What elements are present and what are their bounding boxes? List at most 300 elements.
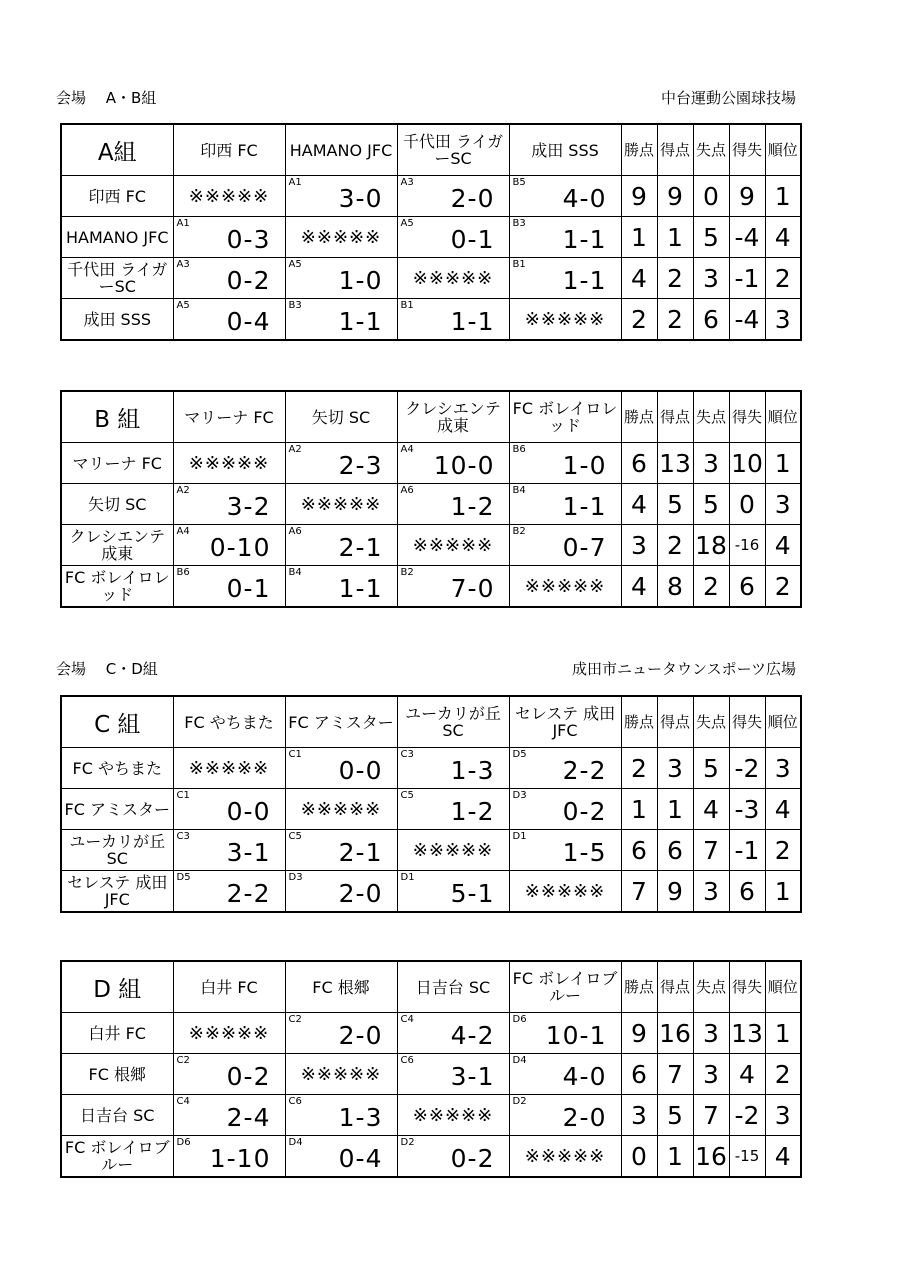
stat-header: 得点 bbox=[657, 124, 693, 176]
team-header: FC 根郷 bbox=[285, 961, 397, 1013]
match-score: 0-4 bbox=[338, 1144, 383, 1173]
match-score-cell bbox=[173, 1054, 285, 1095]
stat-value: 2 bbox=[765, 566, 801, 608]
match-score-cell bbox=[173, 871, 285, 913]
match-code: B3 bbox=[288, 300, 302, 311]
group-table bbox=[60, 390, 802, 608]
match-score: 1-3 bbox=[450, 756, 495, 785]
team-header: マリーナ FC bbox=[173, 391, 285, 443]
match-score-cell bbox=[509, 1095, 621, 1136]
match-code: D6 bbox=[176, 1137, 191, 1148]
match-code: D5 bbox=[512, 749, 527, 760]
team-row bbox=[61, 258, 801, 299]
row-team-label: FC ボレイロブルー bbox=[61, 1136, 173, 1178]
match-code: C3 bbox=[176, 831, 190, 842]
match-score-cell bbox=[397, 484, 509, 525]
row-team-label: 日吉台 SC bbox=[61, 1095, 173, 1136]
stat-value: 3 bbox=[693, 1013, 729, 1054]
stat-value: 0 bbox=[729, 484, 765, 525]
match-score: 0-3 bbox=[226, 225, 271, 254]
team-row bbox=[61, 871, 801, 913]
match-score: 4-0 bbox=[562, 1062, 607, 1091]
match-score-cell bbox=[397, 1013, 509, 1054]
team-row bbox=[61, 299, 801, 341]
match-code: C2 bbox=[288, 1014, 302, 1025]
row-team-label: HAMANO JFC bbox=[61, 217, 173, 258]
group-name: C 組 bbox=[61, 696, 173, 748]
match-code: D4 bbox=[288, 1137, 303, 1148]
match-score: 4-0 bbox=[562, 184, 607, 213]
stat-value: 4 bbox=[765, 1136, 801, 1178]
stat-value: 3 bbox=[765, 484, 801, 525]
venue-location: 成田市ニュータウンスポーツ広場 bbox=[572, 660, 796, 678]
match-score-cell bbox=[509, 525, 621, 566]
match-score: 0-1 bbox=[450, 225, 495, 254]
row-team-label: 矢切 SC bbox=[61, 484, 173, 525]
self-match-cell: ※※※※※ bbox=[509, 299, 621, 341]
match-score: 2-1 bbox=[338, 838, 383, 867]
match-score-cell bbox=[173, 484, 285, 525]
team-header: 印西 FC bbox=[173, 124, 285, 176]
self-match-cell: ※※※※※ bbox=[397, 258, 509, 299]
match-code: C5 bbox=[288, 831, 302, 842]
header-row bbox=[61, 961, 801, 1013]
stat-header: 順位 bbox=[765, 391, 801, 443]
match-score: 4-2 bbox=[450, 1021, 495, 1050]
stat-header: 失点 bbox=[693, 124, 729, 176]
match-code: A6 bbox=[400, 485, 414, 496]
header-row bbox=[61, 696, 801, 748]
self-match-cell: ※※※※※ bbox=[285, 1054, 397, 1095]
stat-value: 5 bbox=[693, 217, 729, 258]
match-score-cell bbox=[173, 1095, 285, 1136]
match-score-cell bbox=[509, 748, 621, 789]
stat-value: 3 bbox=[657, 748, 693, 789]
match-score-cell bbox=[509, 1054, 621, 1095]
match-score: 1-1 bbox=[562, 225, 607, 254]
match-score: 2-4 bbox=[226, 1103, 271, 1132]
team-header: FC ボレイロブルー bbox=[509, 961, 621, 1013]
self-match-cell: ※※※※※ bbox=[173, 1013, 285, 1054]
venue-header-ab bbox=[56, 86, 796, 110]
stat-value: 2 bbox=[765, 1054, 801, 1095]
stat-value: 13 bbox=[729, 1013, 765, 1054]
match-score: 3-0 bbox=[338, 184, 383, 213]
match-score-cell bbox=[397, 1054, 509, 1095]
self-match-cell: ※※※※※ bbox=[285, 484, 397, 525]
row-team-label: 千代田 ライガーSC bbox=[61, 258, 173, 299]
stat-value: 0 bbox=[621, 1136, 657, 1178]
stat-header: 勝点 bbox=[621, 961, 657, 1013]
stat-header: 得失 bbox=[729, 391, 765, 443]
match-code: A1 bbox=[288, 177, 302, 188]
match-code: A4 bbox=[400, 444, 414, 455]
match-score-cell bbox=[285, 830, 397, 871]
stat-header: 勝点 bbox=[621, 696, 657, 748]
match-code: B1 bbox=[400, 300, 414, 311]
team-header: ユーカリが丘 SC bbox=[397, 696, 509, 748]
team-row bbox=[61, 1013, 801, 1054]
match-score-cell bbox=[397, 217, 509, 258]
stat-value: 5 bbox=[693, 484, 729, 525]
match-score: 10-0 bbox=[433, 451, 495, 480]
row-team-label: クレシエンテ 成東 bbox=[61, 525, 173, 566]
stat-header: 得失 bbox=[729, 696, 765, 748]
team-header: HAMANO JFC bbox=[285, 124, 397, 176]
match-score-cell bbox=[285, 871, 397, 913]
team-header: 成田 SSS bbox=[509, 124, 621, 176]
stat-value: 2 bbox=[657, 525, 693, 566]
row-team-label: FC ボレイロレッド bbox=[61, 566, 173, 608]
stat-value: 4 bbox=[765, 789, 801, 830]
stat-value: 9 bbox=[729, 176, 765, 217]
stat-value: 3 bbox=[693, 1054, 729, 1095]
stat-value: 1 bbox=[621, 217, 657, 258]
team-header: FC ボレイロレッド bbox=[509, 391, 621, 443]
match-score-cell bbox=[509, 789, 621, 830]
stat-header: 順位 bbox=[765, 696, 801, 748]
team-row bbox=[61, 830, 801, 871]
match-score: 1-10 bbox=[209, 1144, 271, 1173]
stat-value: 4 bbox=[621, 258, 657, 299]
stat-value: 10 bbox=[729, 443, 765, 484]
group-name: A組 bbox=[61, 124, 173, 176]
stat-value: 1 bbox=[765, 1013, 801, 1054]
stat-value: 9 bbox=[621, 1013, 657, 1054]
row-team-label: ユーカリが丘 SC bbox=[61, 830, 173, 871]
venue-groups-label: 会場 C・D組 bbox=[56, 660, 158, 678]
match-code: A1 bbox=[176, 218, 190, 229]
self-match-cell: ※※※※※ bbox=[173, 443, 285, 484]
stat-value: 2 bbox=[657, 258, 693, 299]
match-code: D6 bbox=[512, 1014, 527, 1025]
stat-value: 2 bbox=[657, 299, 693, 341]
group-table bbox=[60, 695, 802, 913]
self-match-cell: ※※※※※ bbox=[509, 871, 621, 913]
match-score-cell bbox=[397, 789, 509, 830]
match-score-cell bbox=[173, 258, 285, 299]
stat-value: 6 bbox=[621, 1054, 657, 1095]
group-table bbox=[60, 123, 802, 341]
stat-value: 1 bbox=[657, 1136, 693, 1178]
stat-value: 5 bbox=[657, 484, 693, 525]
match-score: 7-0 bbox=[450, 574, 495, 603]
match-score-cell bbox=[285, 1095, 397, 1136]
team-row bbox=[61, 525, 801, 566]
stat-value: 7 bbox=[693, 830, 729, 871]
team-row bbox=[61, 566, 801, 608]
match-code: B4 bbox=[512, 485, 526, 496]
match-score: 1-0 bbox=[338, 266, 383, 295]
match-score-cell bbox=[285, 176, 397, 217]
stat-header: 順位 bbox=[765, 124, 801, 176]
match-code: D2 bbox=[400, 1137, 415, 1148]
group-name: D 組 bbox=[61, 961, 173, 1013]
team-header: FC やちまた bbox=[173, 696, 285, 748]
match-score: 2-0 bbox=[338, 1021, 383, 1050]
match-score-cell bbox=[397, 176, 509, 217]
match-code: B2 bbox=[400, 567, 414, 578]
match-code: C1 bbox=[288, 749, 302, 760]
stat-value: 1 bbox=[657, 217, 693, 258]
match-score-cell bbox=[397, 748, 509, 789]
stat-value: 6 bbox=[657, 830, 693, 871]
match-score-cell bbox=[509, 1013, 621, 1054]
stat-header: 得点 bbox=[657, 696, 693, 748]
stat-header: 得点 bbox=[657, 961, 693, 1013]
stat-value: 16 bbox=[657, 1013, 693, 1054]
match-score: 2-0 bbox=[562, 1103, 607, 1132]
header-row bbox=[61, 391, 801, 443]
match-score: 3-2 bbox=[226, 492, 271, 521]
stat-value: 7 bbox=[621, 871, 657, 913]
stat-value: 6 bbox=[621, 830, 657, 871]
self-match-cell: ※※※※※ bbox=[397, 525, 509, 566]
match-score-cell bbox=[173, 525, 285, 566]
match-score: 2-2 bbox=[226, 879, 271, 908]
stat-value: 1 bbox=[621, 789, 657, 830]
stat-value: -2 bbox=[729, 1095, 765, 1136]
stat-value: 18 bbox=[693, 525, 729, 566]
match-score-cell bbox=[509, 258, 621, 299]
stat-header: 得点 bbox=[657, 391, 693, 443]
self-match-cell: ※※※※※ bbox=[173, 748, 285, 789]
match-score: 0-1 bbox=[226, 574, 271, 603]
match-score: 0-2 bbox=[562, 797, 607, 826]
match-score-cell bbox=[397, 299, 509, 341]
match-score-cell bbox=[509, 484, 621, 525]
match-score-cell bbox=[509, 830, 621, 871]
row-team-label: FC アミスター bbox=[61, 789, 173, 830]
stat-value: 4 bbox=[765, 217, 801, 258]
match-score-cell bbox=[173, 830, 285, 871]
match-code: B4 bbox=[288, 567, 302, 578]
match-code: D4 bbox=[512, 1055, 527, 1066]
match-score-cell bbox=[285, 748, 397, 789]
self-match-cell: ※※※※※ bbox=[397, 830, 509, 871]
match-code: A5 bbox=[400, 218, 414, 229]
match-score: 1-3 bbox=[338, 1103, 383, 1132]
header-row bbox=[61, 124, 801, 176]
stat-value: 3 bbox=[693, 443, 729, 484]
stat-value: 13 bbox=[657, 443, 693, 484]
team-header: 日吉台 SC bbox=[397, 961, 509, 1013]
match-code: D2 bbox=[512, 1096, 527, 1107]
self-match-cell: ※※※※※ bbox=[509, 566, 621, 608]
team-row bbox=[61, 748, 801, 789]
match-score-cell bbox=[173, 789, 285, 830]
team-row bbox=[61, 217, 801, 258]
stat-value: -2 bbox=[729, 748, 765, 789]
match-score: 0-0 bbox=[226, 797, 271, 826]
match-score: 2-2 bbox=[562, 756, 607, 785]
match-code: A6 bbox=[288, 526, 302, 537]
match-score: 3-1 bbox=[450, 1062, 495, 1091]
stat-value: 3 bbox=[693, 258, 729, 299]
self-match-cell: ※※※※※ bbox=[509, 1136, 621, 1178]
match-score: 5-1 bbox=[450, 879, 495, 908]
row-team-label: セレステ 成田 JFC bbox=[61, 871, 173, 913]
stat-header: 勝点 bbox=[621, 391, 657, 443]
team-header: 矢切 SC bbox=[285, 391, 397, 443]
match-code: C4 bbox=[400, 1014, 414, 1025]
team-row bbox=[61, 176, 801, 217]
stat-value: 6 bbox=[693, 299, 729, 341]
stat-header: 順位 bbox=[765, 961, 801, 1013]
match-score: 1-2 bbox=[450, 492, 495, 521]
stat-value: 4 bbox=[621, 566, 657, 608]
stat-value: 9 bbox=[657, 871, 693, 913]
match-code: B1 bbox=[512, 259, 526, 270]
match-score: 2-1 bbox=[338, 533, 383, 562]
team-row bbox=[61, 443, 801, 484]
stat-value: -15 bbox=[729, 1136, 765, 1178]
match-code: A2 bbox=[288, 444, 302, 455]
match-code: C6 bbox=[288, 1096, 302, 1107]
match-score-cell bbox=[397, 443, 509, 484]
match-score: 0-2 bbox=[226, 266, 271, 295]
match-score: 1-1 bbox=[338, 574, 383, 603]
stat-value: 9 bbox=[657, 176, 693, 217]
stat-value: -4 bbox=[729, 299, 765, 341]
stat-value: 9 bbox=[621, 176, 657, 217]
row-team-label: FC 根郷 bbox=[61, 1054, 173, 1095]
match-score: 2-0 bbox=[338, 879, 383, 908]
match-score-cell bbox=[173, 1136, 285, 1178]
match-code: B5 bbox=[512, 177, 526, 188]
team-row bbox=[61, 1136, 801, 1178]
match-code: D3 bbox=[288, 872, 303, 883]
row-team-label: マリーナ FC bbox=[61, 443, 173, 484]
stat-value: 16 bbox=[693, 1136, 729, 1178]
stat-value: 1 bbox=[765, 443, 801, 484]
match-code: A3 bbox=[400, 177, 414, 188]
stat-value: 2 bbox=[621, 299, 657, 341]
venue-header-cd bbox=[56, 657, 796, 681]
stat-value: 6 bbox=[621, 443, 657, 484]
stat-value: 2 bbox=[765, 830, 801, 871]
match-code: B6 bbox=[176, 567, 190, 578]
team-row bbox=[61, 1095, 801, 1136]
match-code: C4 bbox=[176, 1096, 190, 1107]
stat-value: 4 bbox=[765, 525, 801, 566]
match-score: 1-0 bbox=[562, 451, 607, 480]
team-header: FC アミスター bbox=[285, 696, 397, 748]
match-code: D1 bbox=[400, 872, 415, 883]
match-score: 0-10 bbox=[209, 533, 271, 562]
match-score: 0-0 bbox=[338, 756, 383, 785]
match-score-cell bbox=[285, 1136, 397, 1178]
stat-value: 7 bbox=[657, 1054, 693, 1095]
match-code: C3 bbox=[400, 749, 414, 760]
stat-value: 5 bbox=[657, 1095, 693, 1136]
stat-value: -3 bbox=[729, 789, 765, 830]
stat-header: 失点 bbox=[693, 391, 729, 443]
stat-header: 得失 bbox=[729, 124, 765, 176]
stat-value: 3 bbox=[765, 299, 801, 341]
venue-location: 中台運動公園球技場 bbox=[660, 89, 796, 107]
match-score-cell bbox=[509, 217, 621, 258]
stat-value: 2 bbox=[765, 258, 801, 299]
team-header: クレシエンテ成東 bbox=[397, 391, 509, 443]
group-name: B 組 bbox=[61, 391, 173, 443]
stat-value: 4 bbox=[693, 789, 729, 830]
stat-value: -4 bbox=[729, 217, 765, 258]
match-score-cell bbox=[285, 566, 397, 608]
match-code: B6 bbox=[512, 444, 526, 455]
stat-value: 5 bbox=[693, 748, 729, 789]
stat-value: 1 bbox=[657, 789, 693, 830]
self-match-cell: ※※※※※ bbox=[397, 1095, 509, 1136]
stat-value: 3 bbox=[621, 525, 657, 566]
stat-value: 4 bbox=[621, 484, 657, 525]
team-row bbox=[61, 484, 801, 525]
team-header: 白井 FC bbox=[173, 961, 285, 1013]
self-match-cell: ※※※※※ bbox=[285, 789, 397, 830]
stat-value: 6 bbox=[729, 566, 765, 608]
match-score-cell bbox=[509, 443, 621, 484]
match-score-cell bbox=[397, 871, 509, 913]
match-code: A3 bbox=[176, 259, 190, 270]
match-code: D1 bbox=[512, 831, 527, 842]
match-code: C6 bbox=[400, 1055, 414, 1066]
stat-value: 1 bbox=[765, 871, 801, 913]
match-code: C5 bbox=[400, 790, 414, 801]
stat-value: 8 bbox=[657, 566, 693, 608]
stat-value: 7 bbox=[693, 1095, 729, 1136]
team-header: 千代田 ライガーSC bbox=[397, 124, 509, 176]
stat-value: -1 bbox=[729, 258, 765, 299]
stat-value: 1 bbox=[765, 176, 801, 217]
match-code: D5 bbox=[176, 872, 191, 883]
group-table bbox=[60, 960, 802, 1178]
match-code: A5 bbox=[288, 259, 302, 270]
match-code: A4 bbox=[176, 526, 190, 537]
stat-value: -1 bbox=[729, 830, 765, 871]
match-score: 0-2 bbox=[450, 1144, 495, 1173]
match-code: B2 bbox=[512, 526, 526, 537]
stat-value: 3 bbox=[765, 1095, 801, 1136]
stat-value: 3 bbox=[693, 871, 729, 913]
stat-header: 失点 bbox=[693, 961, 729, 1013]
stat-value: 4 bbox=[729, 1054, 765, 1095]
match-score-cell bbox=[173, 299, 285, 341]
match-score: 2-0 bbox=[450, 184, 495, 213]
stat-value: 3 bbox=[765, 748, 801, 789]
match-score-cell bbox=[173, 566, 285, 608]
match-code: A2 bbox=[176, 485, 190, 496]
match-score: 2-3 bbox=[338, 451, 383, 480]
match-score: 1-1 bbox=[562, 266, 607, 295]
stat-header: 得失 bbox=[729, 961, 765, 1013]
match-code: C2 bbox=[176, 1055, 190, 1066]
match-code: D3 bbox=[512, 790, 527, 801]
match-score-cell bbox=[285, 299, 397, 341]
row-team-label: FC やちまた bbox=[61, 748, 173, 789]
match-score: 0-7 bbox=[562, 533, 607, 562]
match-score-cell bbox=[173, 217, 285, 258]
stat-header: 失点 bbox=[693, 696, 729, 748]
team-row bbox=[61, 1054, 801, 1095]
stat-header: 勝点 bbox=[621, 124, 657, 176]
match-score: 1-1 bbox=[338, 307, 383, 336]
stat-value: 0 bbox=[693, 176, 729, 217]
match-score: 0-2 bbox=[226, 1062, 271, 1091]
stat-value: -16 bbox=[729, 525, 765, 566]
match-score: 1-1 bbox=[562, 492, 607, 521]
match-score: 1-2 bbox=[450, 797, 495, 826]
match-score-cell bbox=[509, 176, 621, 217]
